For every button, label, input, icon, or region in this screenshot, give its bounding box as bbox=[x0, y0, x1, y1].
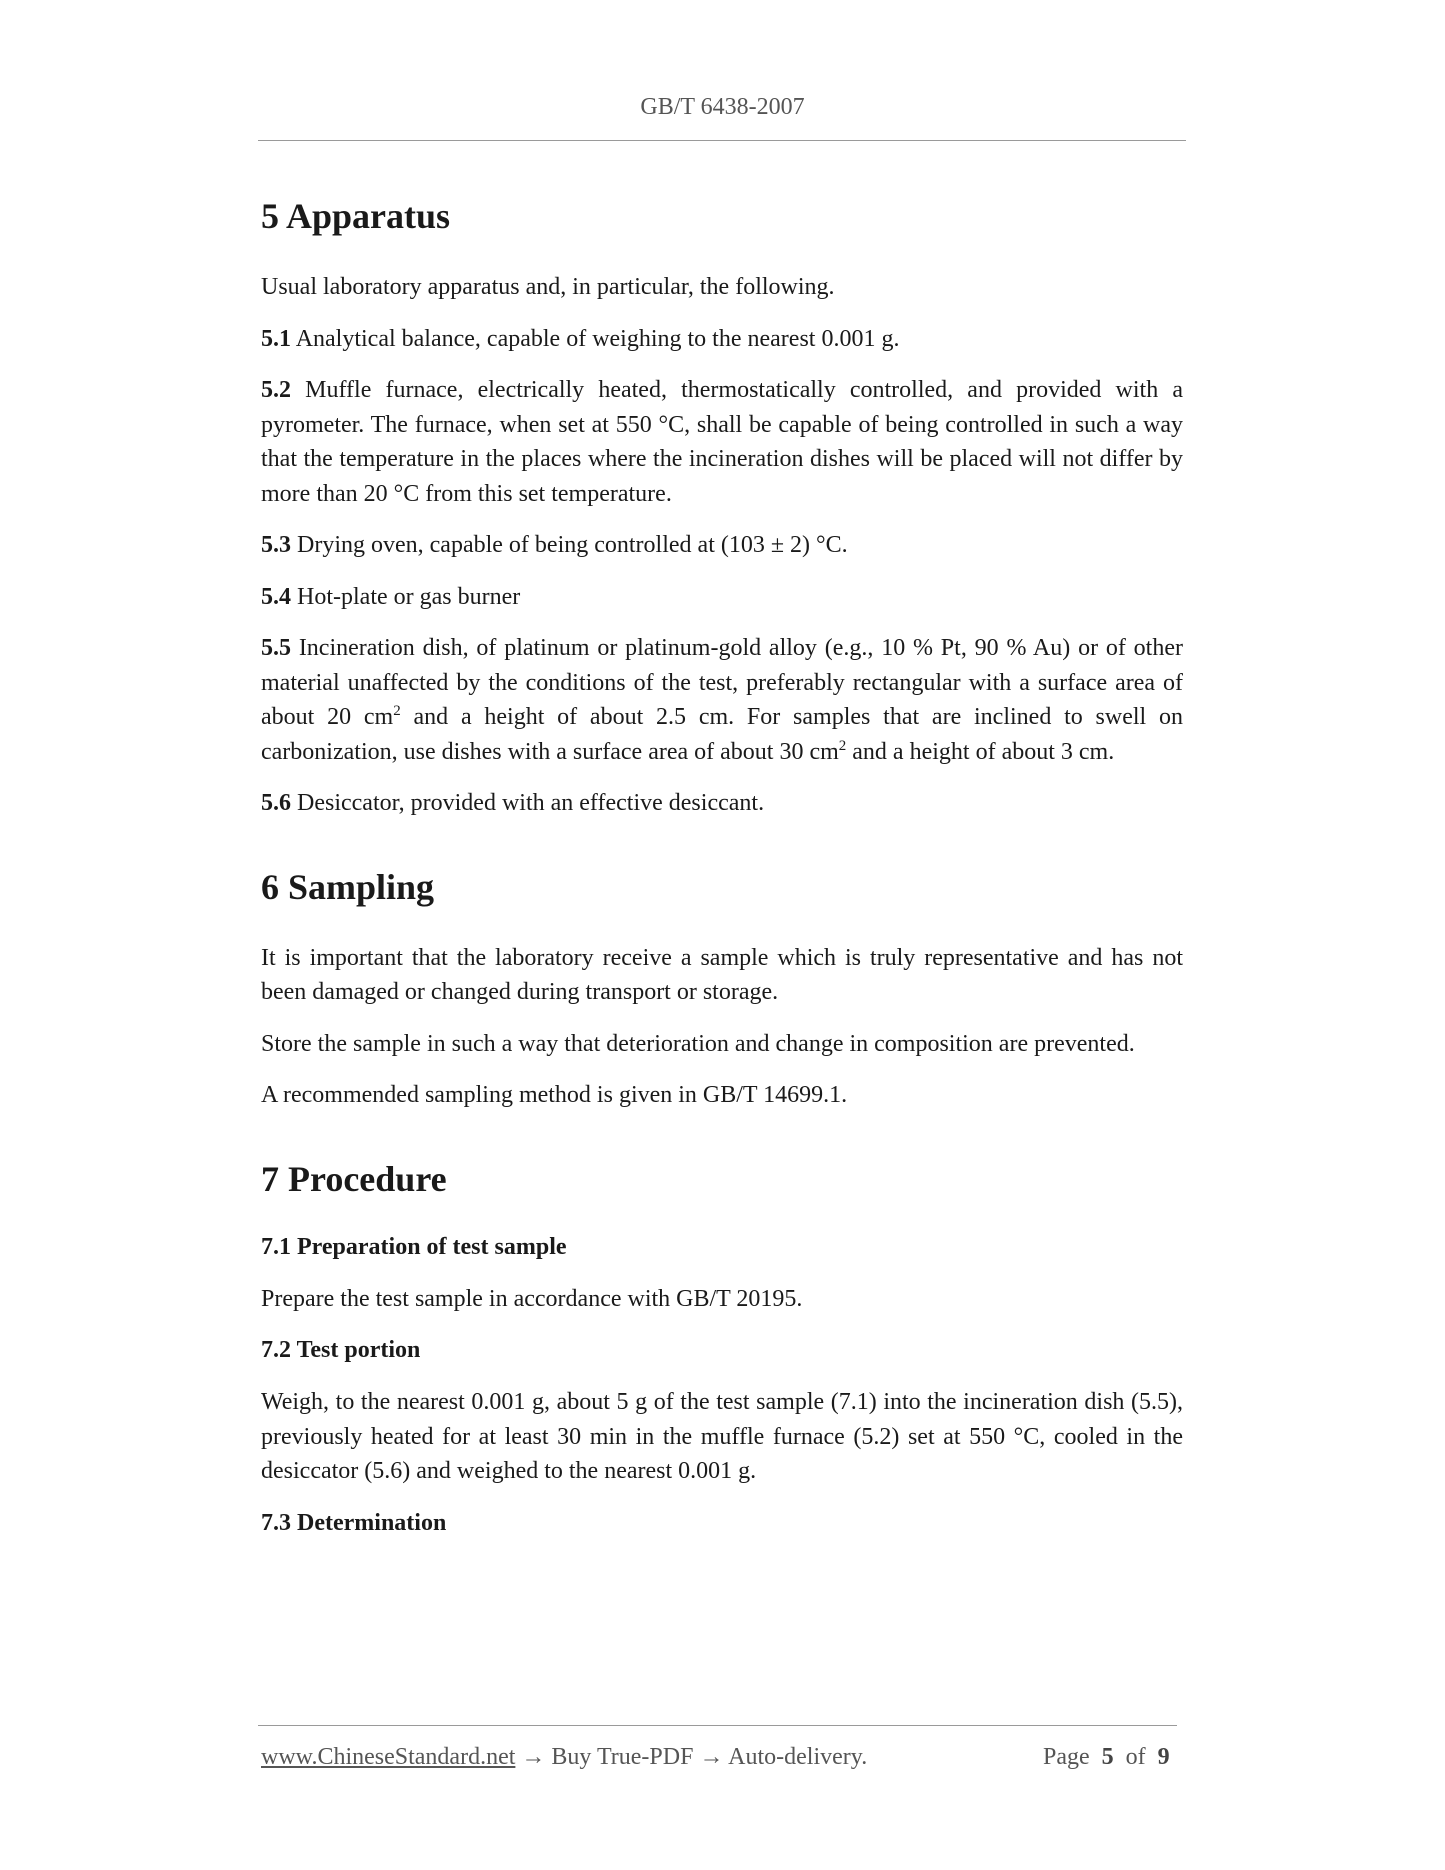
clause-5-6 bbox=[261, 786, 1183, 821]
footer-divider bbox=[258, 1725, 1177, 1726]
superscript: 2 bbox=[393, 703, 401, 719]
footer-buy-text: Buy True-PDF bbox=[551, 1744, 694, 1770]
footer-links bbox=[261, 1744, 867, 1771]
sampling-para-3: A recommended sampling method is given in GB/T 14699.1. bbox=[261, 1082, 848, 1108]
clause-number: 5.5 bbox=[261, 635, 291, 661]
section-heading-procedure: 7 Procedure bbox=[261, 1158, 447, 1199]
page-current: 5 bbox=[1101, 1744, 1114, 1770]
header-divider bbox=[258, 140, 1186, 141]
sampling-para-2: Store the sample in such a way that deterioration and change in composition are prevented. bbox=[261, 1030, 1135, 1057]
clause-text: Analytical balance, capable of weighing to the nearest 0.001 g. bbox=[295, 325, 900, 352]
clause-5-3 bbox=[261, 528, 1183, 563]
page-total: 9 bbox=[1157, 1744, 1170, 1770]
clause-5-4 bbox=[261, 580, 1183, 615]
clause-text-part: and a height of about 2.5 cm. For samples that are inclined to swell on carbonization, use dishes with a surface area of about 30 cm bbox=[261, 704, 1184, 765]
clause-5-1 bbox=[261, 322, 1183, 357]
clause-text: Desiccator, provided with an effective desiccant. bbox=[297, 790, 765, 816]
page-of: of bbox=[1125, 1744, 1146, 1770]
website-link[interactable]: www.ChineseStandard.net bbox=[261, 1744, 516, 1770]
clause-number: 5.2 bbox=[261, 377, 291, 403]
section-heading-apparatus: 5 Apparatus bbox=[261, 196, 451, 236]
document-body bbox=[261, 190, 1183, 1541]
clause-5-5 bbox=[261, 631, 1183, 769]
page-label: Page bbox=[1043, 1744, 1090, 1770]
page-indicator bbox=[1043, 1744, 1170, 1771]
page-header-title: GB/T 6438-2007 bbox=[640, 94, 805, 120]
clause-text: Drying oven, capable of being controlled at (103 ± 2) °C. bbox=[297, 532, 848, 558]
clause-text: Muffle furnace, electrically heated, thermostatically controlled, and provided with a pyrometer. The furnace, when set at 550 °C, shall be capable of being controlled in such a way that the temperature in the places where the incineration dishes will be placed will not differ by more than 20 °C from this set temperature. bbox=[261, 377, 1184, 507]
clause-text: Hot-plate or gas burner bbox=[297, 583, 521, 610]
section-heading-sampling: 6 Sampling bbox=[261, 866, 435, 907]
arrow-right-icon: → bbox=[699, 1744, 724, 1770]
subsection-heading-7-2: 7.2 Test portion bbox=[261, 1337, 421, 1363]
subsection-heading-7-1: 7.1 Preparation of test sample bbox=[261, 1233, 567, 1260]
apparatus-intro: Usual laboratory apparatus and, in particular, the following. bbox=[261, 274, 835, 300]
clause-text-part: Incineration dish, of platinum or platinum-gold alloy (e.g., 10 % Pt, 90 % Au) or of other material unaffected by the conditions of the test, preferably rectangular with a surface area of about 20 cm bbox=[261, 635, 1183, 730]
clause-number: 5.3 bbox=[261, 532, 291, 558]
clause-number: 5.6 bbox=[261, 790, 291, 816]
footer-delivery-text: Auto-delivery. bbox=[728, 1744, 868, 1770]
clause-5-2 bbox=[261, 373, 1183, 511]
procedure-para-7-2: Weigh, to the nearest 0.001 g, about 5 g of the test sample (7.1) into the incineration dish (5.5), previously heated for at least 30 min in the muffle furnace (5.2) set at 550 °C, cooled in the desiccator (5.6) and weighed to the nearest 0.001 g. bbox=[261, 1389, 1183, 1484]
sampling-para-1: It is important that the laboratory receive a sample which is truly representative and has not been damaged or changed during transport or storage. bbox=[261, 944, 1183, 1005]
clause-number: 5.4 bbox=[261, 583, 291, 610]
subsection-heading-7-3: 7.3 Determination bbox=[261, 1509, 447, 1536]
clause-text-part: and a height of about 3 cm. bbox=[846, 738, 1115, 765]
procedure-para-7-1: Prepare the test sample in accordance with GB/T 20195. bbox=[261, 1285, 803, 1312]
clause-number: 5.1 bbox=[261, 325, 291, 352]
superscript: 2 bbox=[838, 737, 847, 754]
arrow-right-icon: → bbox=[521, 1744, 546, 1770]
